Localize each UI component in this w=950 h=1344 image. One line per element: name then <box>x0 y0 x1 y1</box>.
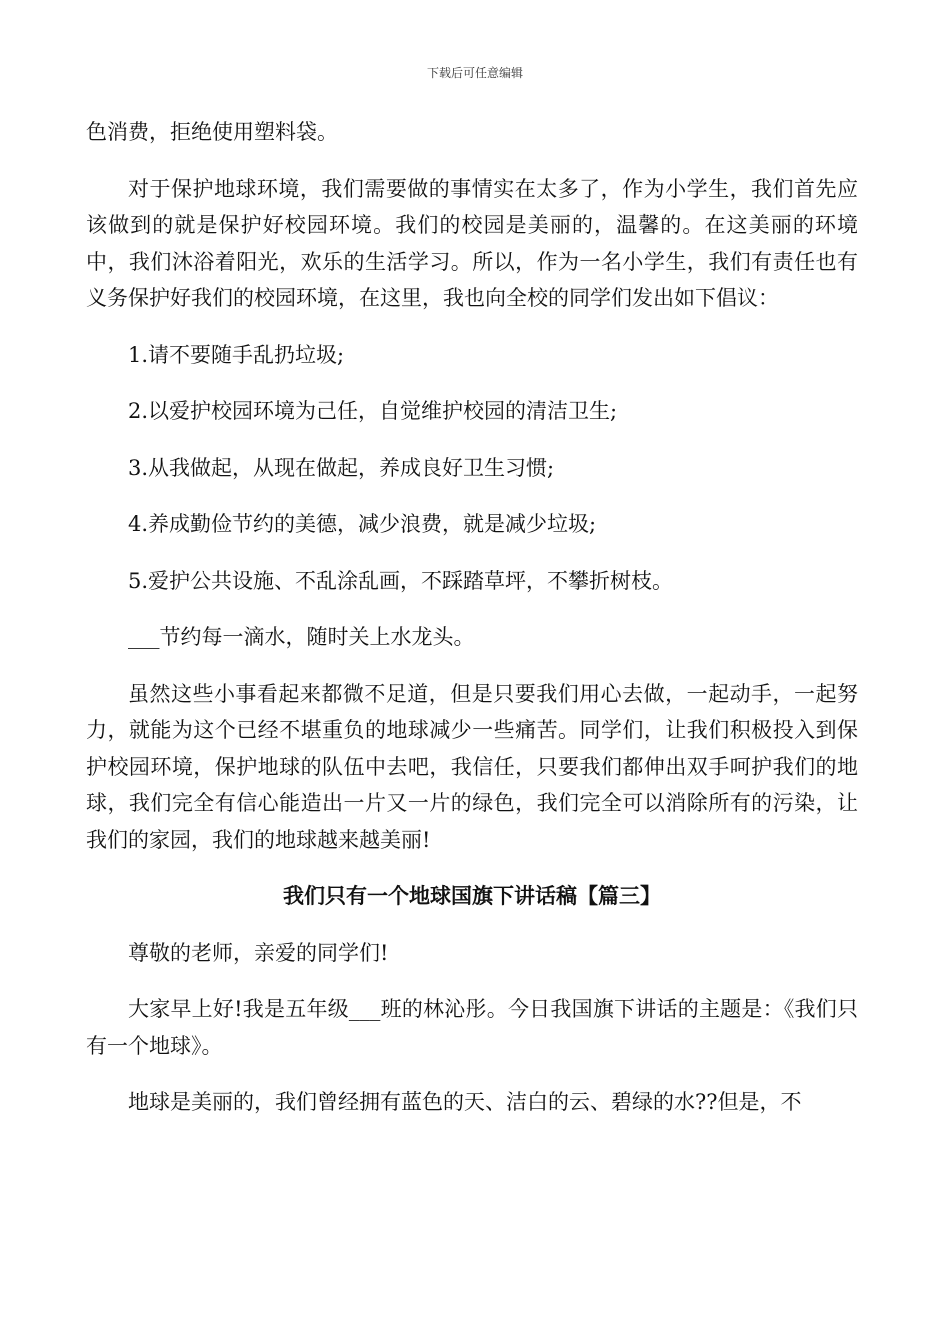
paragraph-last: 地球是美丽的，我们曾经拥有蓝色的天、洁白的云、碧绿的水??但是，不 <box>128 1090 802 1114</box>
document-body <box>86 114 858 1141</box>
paragraph-conclusion: 虽然这些小事看起来都微不足道，但是只要我们用心去做，一起动手，一起努力，就能为这个已经不堪重负的地球减少一些痛苦。同学们，让我们积极投入到保护校园环境，保护地球的队伍中去吧，我信任，只要我们都伸出双手呵护我们的地球，我们完全有信心能造出一片又一片的绿色，我们完全可以消除所有的污染，让我们的家园，我们的地球越来越美丽! <box>86 681 858 852</box>
paragraph-greeting: 大家早上好!我是五年级___班的林沁彤。今日我国旗下讲话的主题是：《我们只有一个地球》。 <box>86 997 858 1058</box>
page-header-note: 下载后可任意编辑 <box>426 66 523 80</box>
paragraph-continued: 色消费，拒绝使用塑料袋。 <box>86 120 338 144</box>
list-item: 4.养成勤俭节约的美德，减少浪费，就是减少垃圾; <box>128 512 597 536</box>
list-item: 5.爱护公共设施、不乱涂乱画，不踩踏草坪，不攀折树枝。 <box>128 568 674 593</box>
paragraph-intro: 对于保护地球环境，我们需要做的事情实在太多了，作为小学生，我们首先应该做到的就是保护好校园环境。我们的校园是美丽的，温馨的。在这美丽的环境中，我们沐浴着阳光，欢乐的生活学习。所以，作为一名小学生，我们有责任也有义务保护好我们的校园环境，在这里，我也向全校的同学们发出如下倡议： <box>86 176 858 310</box>
list-item: 1.请不要随手乱扔垃圾; <box>128 342 345 367</box>
list-item: ___节约每一滴水，随时关上水龙头。 <box>128 625 475 649</box>
paragraph-salutation: 尊敬的老师，亲爱的同学们! <box>128 940 389 965</box>
list-item: 3.从我做起，从现在做起，养成良好卫生习惯; <box>128 455 555 480</box>
list-item: 2.以爱护校园环境为己任，自觉维护校园的清洁卫生; <box>128 399 618 423</box>
section-title: 我们只有一个地球国旗下讲话稿【篇三】 <box>283 884 661 908</box>
